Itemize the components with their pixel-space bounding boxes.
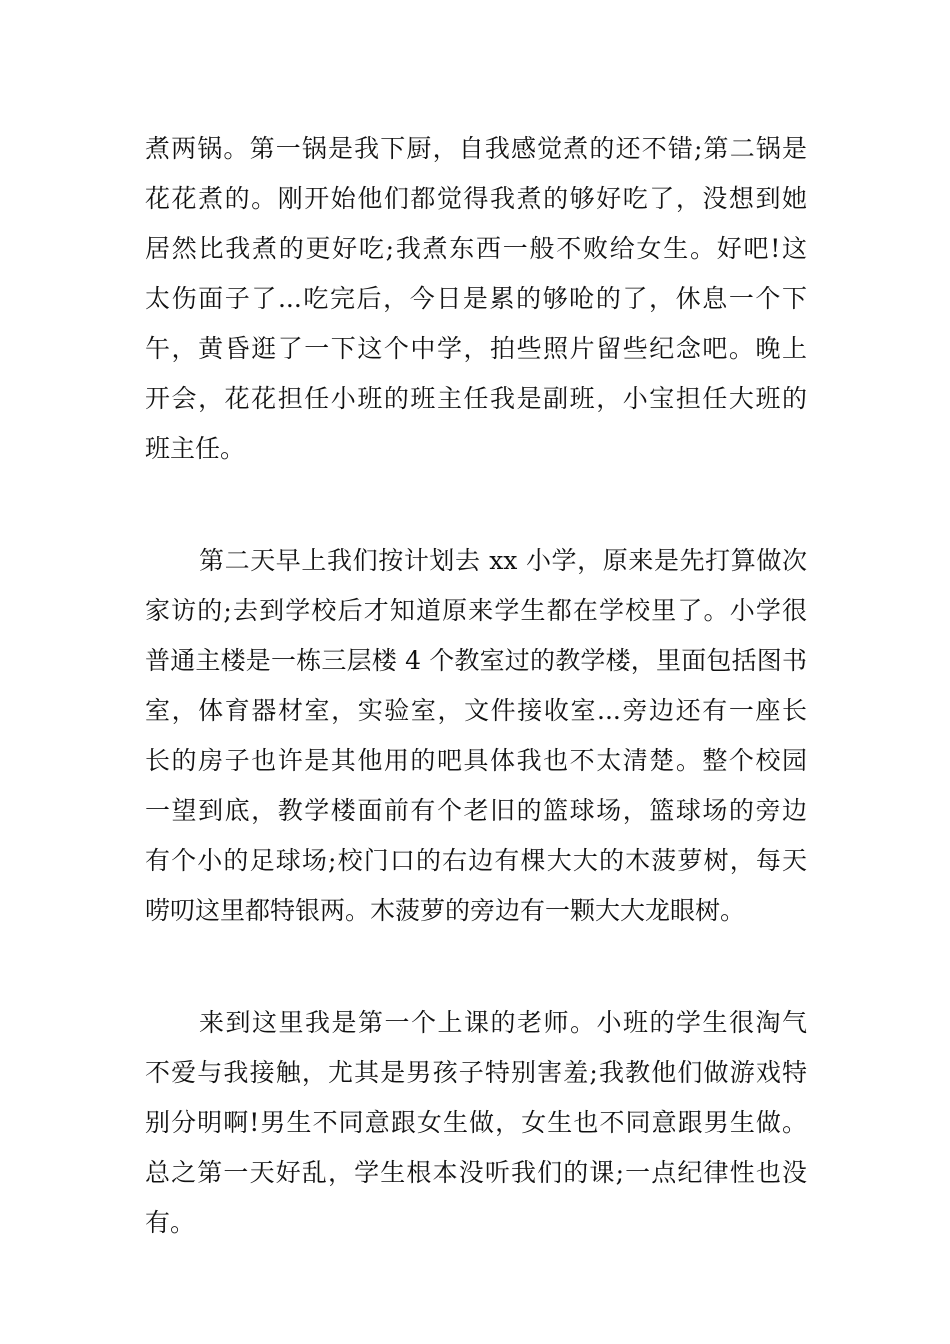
text-line: 第二天早上我们按计划去 xx 小学，原来是先打算做次 (199, 546, 807, 575)
text-line: 有。 (145, 1208, 196, 1237)
text-line: 不爱与我接触，尤其是男孩子特别害羞;我教他们做游戏特 (145, 1058, 807, 1087)
text-line: 班主任。 (145, 434, 246, 463)
paragraph-gap (145, 474, 807, 536)
text-line: 总之第一天好乱，学生根本没听我们的课;一点纪律性也没 (145, 1158, 807, 1187)
text-line: 有个小的足球场;校门口的右边有棵大大的木菠萝树，每天 (145, 846, 807, 875)
text-line: 来到这里我是第一个上课的老师。小班的学生很淘气 (199, 1008, 807, 1037)
document-body (145, 124, 807, 1248)
text-line: 室，体育器材室，实验室，文件接收室...旁边还有一座长 (145, 696, 807, 725)
paragraph-1 (145, 124, 807, 474)
text-line: 开会，花花担任小班的班主任我是副班，小宝担任大班的 (145, 384, 807, 413)
text-line: 唠叨这里都特银两。木菠萝的旁边有一颗大大龙眼树。 (145, 896, 746, 925)
text-line: 太伤面子了...吃完后，今日是累的够呛的了，休息一个下 (145, 284, 807, 313)
text-line: 一望到底，教学楼面前有个老旧的篮球场，篮球场的旁边 (145, 796, 807, 825)
text-line: 午，黄昏逛了一下这个中学，拍些照片留些纪念吧。晚上 (145, 334, 807, 363)
text-line: 花花煮的。刚开始他们都觉得我煮的够好吃了，没想到她 (145, 184, 807, 213)
text-line: 家访的;去到学校后才知道原来学生都在学校里了。小学很 (145, 596, 807, 625)
text-line: 长的房子也许是其他用的吧具体我也不太清楚。整个校园 (145, 746, 807, 775)
text-line: 居然比我煮的更好吃;我煮东西一般不败给女生。好吧!这 (145, 234, 807, 263)
text-line: 煮两锅。第一锅是我下厨，自我感觉煮的还不错;第二锅是 (145, 134, 807, 163)
text-line: 别分明啊!男生不同意跟女生做，女生也不同意跟男生做。 (145, 1108, 807, 1137)
paragraph-3 (145, 998, 807, 1248)
text-line: 普通主楼是一栋三层楼 4 个教室过的教学楼，里面包括图书 (145, 646, 807, 675)
paragraph-gap (145, 936, 807, 998)
paragraph-2 (145, 536, 807, 936)
